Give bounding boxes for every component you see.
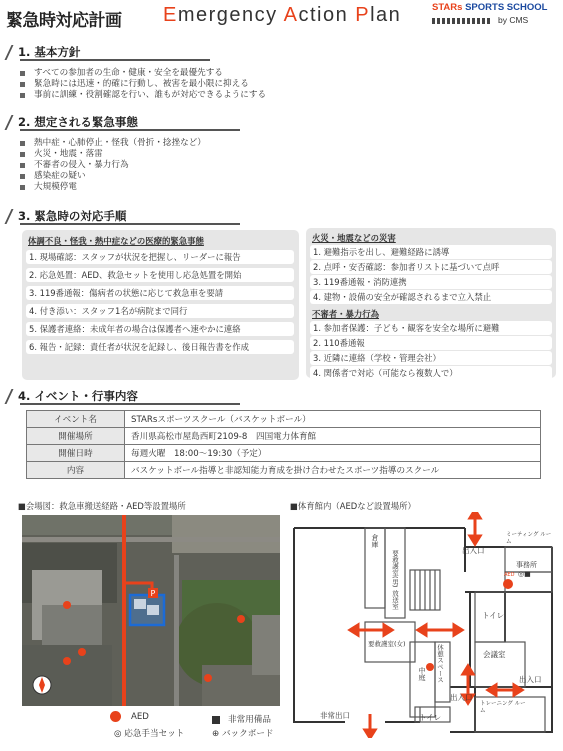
page-title-jp: 緊急時対応計画 bbox=[6, 11, 122, 31]
list-item: 6. 報告・記録：責任者が状況を記録し、後日報告書を作成 bbox=[26, 340, 294, 354]
storage-label: 倉庫 bbox=[371, 534, 379, 548]
emergency-types-list bbox=[20, 138, 206, 193]
broadcast-room-label: 放送室 bbox=[391, 590, 399, 610]
courtyard-label: 中庭 bbox=[418, 667, 426, 681]
list-item: 感染症の疑い bbox=[20, 171, 206, 182]
nurse-room-female-label: 要救護室(女) bbox=[368, 640, 406, 648]
list-item: 1. 現場確認：スタッフが状況を把握し、リーダーに報告 bbox=[26, 250, 294, 264]
toilet-label-right: トイレ bbox=[482, 611, 505, 620]
first-aid-icon: ◎ bbox=[114, 729, 125, 739]
office-label: 事務所 bbox=[516, 561, 537, 569]
rest-space-label: 休憩スペース bbox=[436, 644, 444, 683]
list-item: 4. 付き添い：スタッフ1名が病院まで同行 bbox=[26, 304, 294, 318]
table-row bbox=[27, 428, 541, 445]
svg-text:P: P bbox=[150, 589, 156, 598]
floor-plan[interactable] bbox=[290, 512, 556, 738]
venue-map-label: ■会場図：救急車搬送経路・AED等設置場所 bbox=[18, 501, 186, 511]
table-value: 毎週火曜 18:00〜19:30（予定） bbox=[125, 445, 541, 462]
aerial-map-image bbox=[22, 515, 280, 706]
table-row bbox=[27, 445, 541, 462]
page-title-en: Emergency Action Plan bbox=[163, 4, 402, 26]
brand-logo: STARs SPORTS SCHOOL by CMS bbox=[432, 2, 548, 25]
list-item: 5. 保護者連絡：未成年者の場合は保護者へ速やかに連絡 bbox=[26, 322, 294, 336]
list-item: すべての参加者の生命・健康・安全を最優先する bbox=[20, 68, 266, 79]
table-row bbox=[27, 462, 541, 479]
training-room-label: トレーニング ルーム bbox=[480, 701, 526, 714]
meeting-room-label: ミーティング ルーム bbox=[506, 532, 552, 545]
list-item: 1. 参加者保護：子ども・観客を安全な場所に避難 bbox=[310, 321, 552, 335]
entrance-label-top: 出入口 bbox=[462, 546, 485, 555]
disaster-title: 火災・地震などの災害 bbox=[312, 233, 396, 243]
list-item: 4. 関係者で対応（可能なら複数人で） bbox=[310, 366, 552, 380]
table-value: STARsスポーツスクール（バスケットボール） bbox=[125, 411, 541, 428]
section-heading-2: 2. 想定される緊急事態 bbox=[18, 114, 138, 130]
conference-room-label: 会議室 bbox=[483, 650, 506, 659]
list-item: 事前に訓練・役割確認を行い、誰もが対応できるようにする bbox=[20, 90, 266, 101]
aed-tag: AED bbox=[504, 572, 515, 578]
list-item: 緊急時には迅速・的確に行動し、被害を最小限に抑える bbox=[20, 79, 266, 90]
legend-aed: AED bbox=[110, 711, 149, 722]
list-item: 1. 避難指示を出し、避難経路に誘導 bbox=[310, 245, 552, 259]
entrance-label-bottom: 出入口 bbox=[450, 693, 473, 702]
list-item: 3. 119番通報・消防連携 bbox=[310, 275, 552, 289]
aed-icon bbox=[110, 711, 121, 722]
list-item: 2. 応急処置：AED、救急セットを使用し応急処置を開始 bbox=[26, 268, 294, 282]
section-heading-3: 3. 緊急時の対応手順 bbox=[18, 208, 126, 224]
list-item: 大規模停電 bbox=[20, 182, 206, 193]
equipment-room-label: 要救護室(男) bbox=[391, 550, 399, 588]
table-value: 香川県高松市屋島西町2109-8 四国電力体育館 bbox=[125, 428, 541, 445]
toilet-label-bottom: トイレ bbox=[419, 713, 442, 722]
list-item: 2. 110番通報 bbox=[310, 336, 552, 350]
legend-backboard: ⊕ バックボード bbox=[212, 729, 274, 739]
office-marker: ◎■ bbox=[518, 570, 531, 578]
table-key: 開催日時 bbox=[27, 445, 125, 462]
logo-mark bbox=[432, 18, 492, 24]
basic-policy-list bbox=[20, 68, 266, 101]
legend-first-aid: ◎ 応急手当セット bbox=[114, 729, 185, 739]
table-value: バスケットボール指導と非認知能力育成を掛け合わせたスポーツ指導のスクール bbox=[125, 462, 541, 479]
event-table bbox=[26, 410, 541, 479]
aed-icon bbox=[503, 579, 513, 589]
list-item: 3. 119番通報：傷病者の状態に応じて救急車を要請 bbox=[26, 286, 294, 300]
table-key: 内容 bbox=[27, 462, 125, 479]
list-item: 不審者の侵入・暴力行為 bbox=[20, 160, 206, 171]
list-item: 熱中症・心肺停止・怪我（骨折・捻挫など） bbox=[20, 138, 206, 149]
table-key: イベント名 bbox=[27, 411, 125, 428]
aerial-map[interactable] bbox=[22, 515, 280, 706]
page-header bbox=[0, 0, 563, 34]
list-item: 2. 点呼・安否確認：参加者リストに基づいて点呼 bbox=[310, 260, 552, 274]
list-item: 火災・地震・落雷 bbox=[20, 149, 206, 160]
table-key: 開催場所 bbox=[27, 428, 125, 445]
emergency-supplies-icon bbox=[212, 716, 220, 724]
medical-emergency-title: 体調不良・怪我・熱中症などの医療的緊急事態 bbox=[28, 236, 204, 246]
table-row bbox=[27, 411, 541, 428]
emergency-exit-label: 非常出口 bbox=[320, 711, 350, 720]
section-heading-1: 1. 基本方針 bbox=[18, 44, 80, 60]
floor-plan-label: ■体育館内（AEDなど設置場所） bbox=[290, 501, 416, 511]
entrance-label-right: 出入口 bbox=[519, 675, 542, 684]
aed-icon bbox=[426, 663, 434, 671]
intruder-title: 不審者・暴力行為 bbox=[312, 309, 379, 319]
backboard-icon: ⊕ bbox=[212, 729, 222, 739]
legend-emergency: 非常用備品 bbox=[212, 713, 271, 725]
list-item: 4. 建物・設備の安全が確認されるまで立入禁止 bbox=[310, 290, 552, 304]
section-heading-4: 4. イベント・行事内容 bbox=[18, 388, 138, 404]
list-item: 3. 近隣に連絡（学校・管理会社） bbox=[310, 351, 552, 365]
